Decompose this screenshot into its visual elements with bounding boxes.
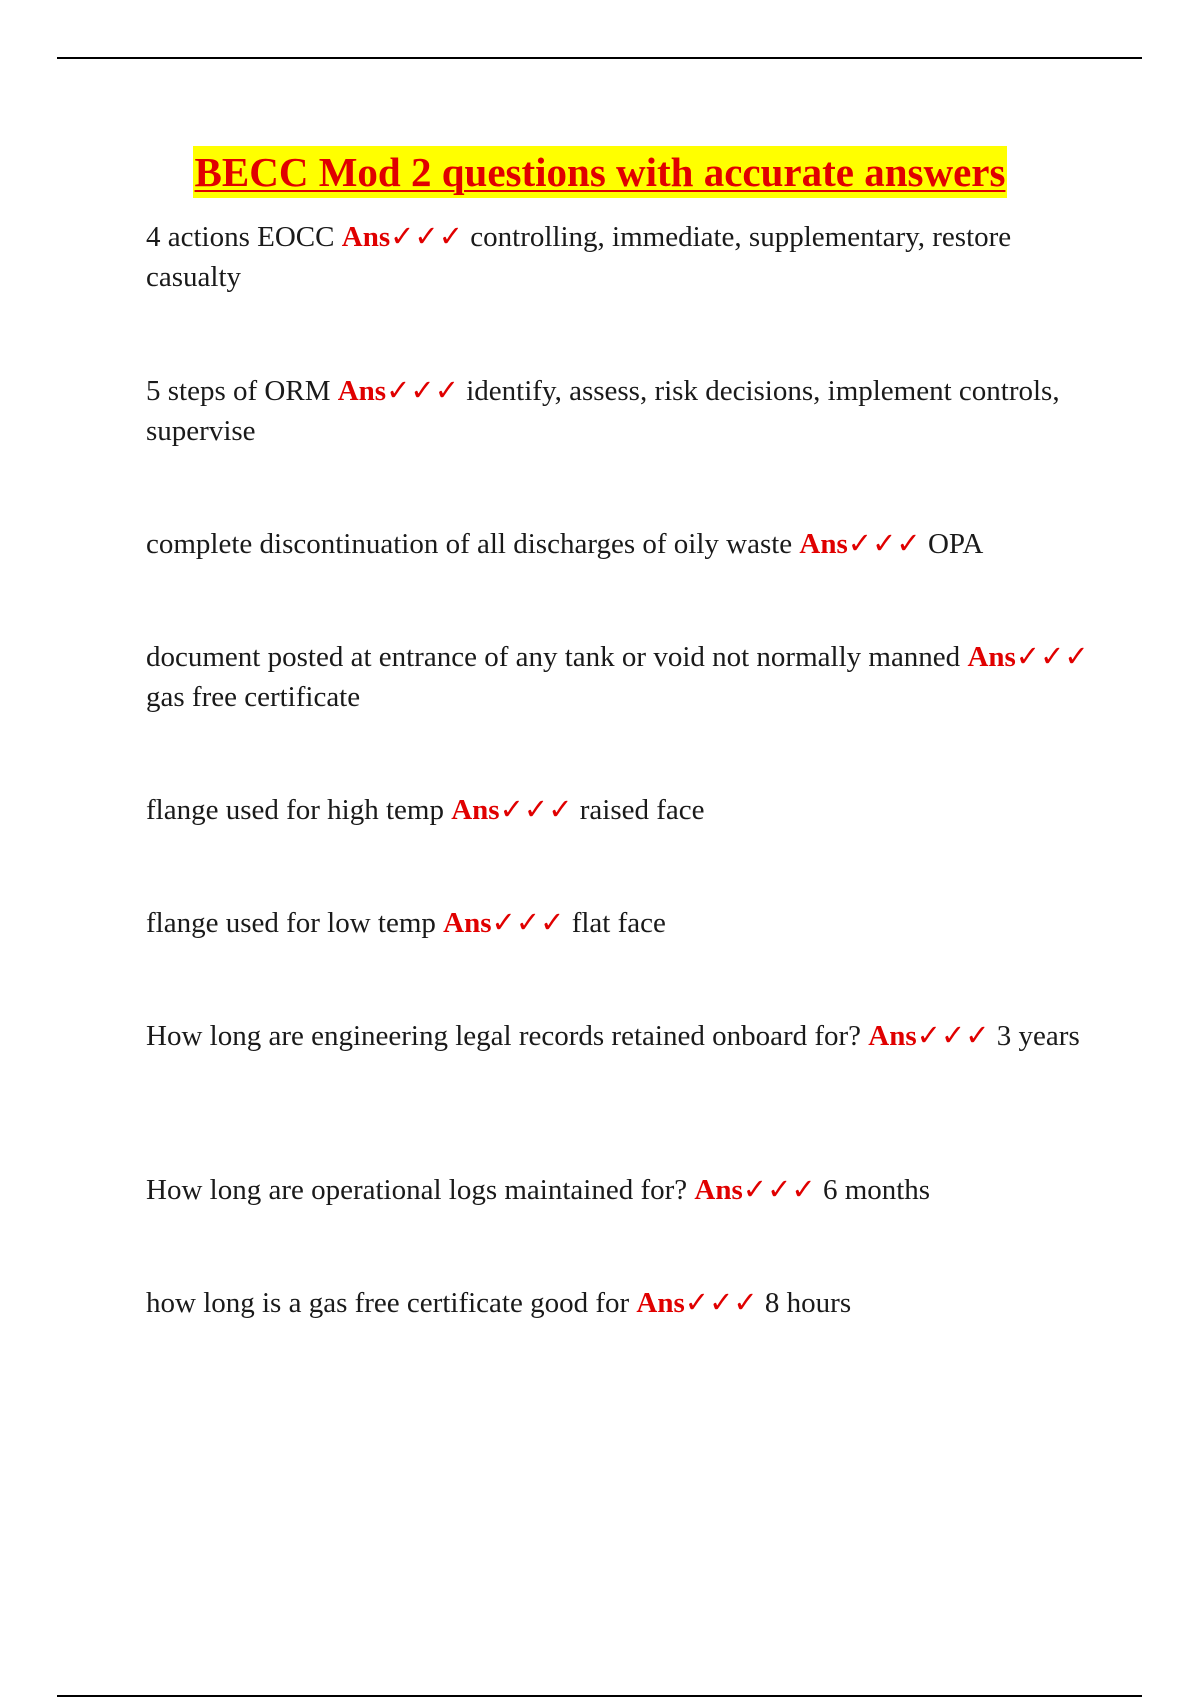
question-text: flange used for low temp (146, 907, 436, 939)
answer-marker: Ans (694, 1174, 743, 1206)
qa-item (146, 1170, 1096, 1210)
answer-marker: Ans (451, 794, 500, 826)
answer-text: raised face (579, 794, 705, 826)
answer-text: controlling, immediate, supplementary, restore casualty (146, 221, 1012, 293)
qa-item (146, 371, 1096, 451)
question-text: complete discontinuation of all discharges of oily waste (146, 528, 793, 560)
answer-marker: Ans (799, 528, 848, 560)
answer-text: 8 hours (764, 1287, 852, 1319)
question-text: how long is a gas free certificate good for (146, 1287, 630, 1319)
question-text: How long are engineering legal records retained onboard for? (146, 1020, 862, 1052)
check-marks: ✓✓✓ (742, 1174, 816, 1206)
qa-item (146, 1283, 1096, 1323)
question-text: document posted at entrance of any tank or void not normally manned (146, 641, 961, 673)
qa-item (146, 903, 1096, 943)
answer-marker: Ans (341, 221, 391, 253)
question-text: flange used for high temp (146, 794, 444, 826)
answer-text: gas free certificate (146, 681, 361, 713)
answer-marker: Ans (636, 1287, 685, 1319)
question-text: How long are operational logs maintained for? (146, 1174, 688, 1206)
check-marks: ✓✓✓ (916, 1020, 990, 1052)
answer-text: OPA (927, 528, 984, 560)
answer-text: 6 months (822, 1174, 931, 1206)
answer-marker: Ans (337, 375, 387, 407)
check-marks: ✓✓✓ (390, 221, 464, 253)
answer-marker: Ans (967, 641, 1016, 673)
question-text: 5 steps of ORM (146, 375, 331, 407)
check-marks: ✓✓✓ (684, 1287, 758, 1319)
qa-item (146, 637, 1096, 717)
question-text: 4 actions EOCC (146, 221, 335, 253)
answer-text: flat face (571, 907, 666, 939)
answer-marker: Ans (443, 907, 492, 939)
qa-item (146, 790, 1096, 830)
qa-item (146, 217, 1096, 297)
answer-text: 3 years (996, 1020, 1080, 1052)
check-marks: ✓✓✓ (1015, 641, 1089, 673)
title-container (0, 146, 1200, 198)
answer-text: identify, assess, risk decisions, implement controls, supervise (146, 375, 1060, 447)
check-marks: ✓✓✓ (847, 528, 921, 560)
header-rule (57, 57, 1142, 59)
check-marks: ✓✓✓ (386, 375, 459, 407)
document-title: BECC Mod 2 questions with accurate answers (193, 146, 1008, 198)
answer-marker: Ans (868, 1020, 917, 1052)
check-marks: ✓✓✓ (491, 907, 565, 939)
qa-item (146, 524, 1096, 564)
check-marks: ✓✓✓ (499, 794, 573, 826)
qa-item (146, 1016, 1096, 1056)
footer-rule (57, 1695, 1142, 1697)
